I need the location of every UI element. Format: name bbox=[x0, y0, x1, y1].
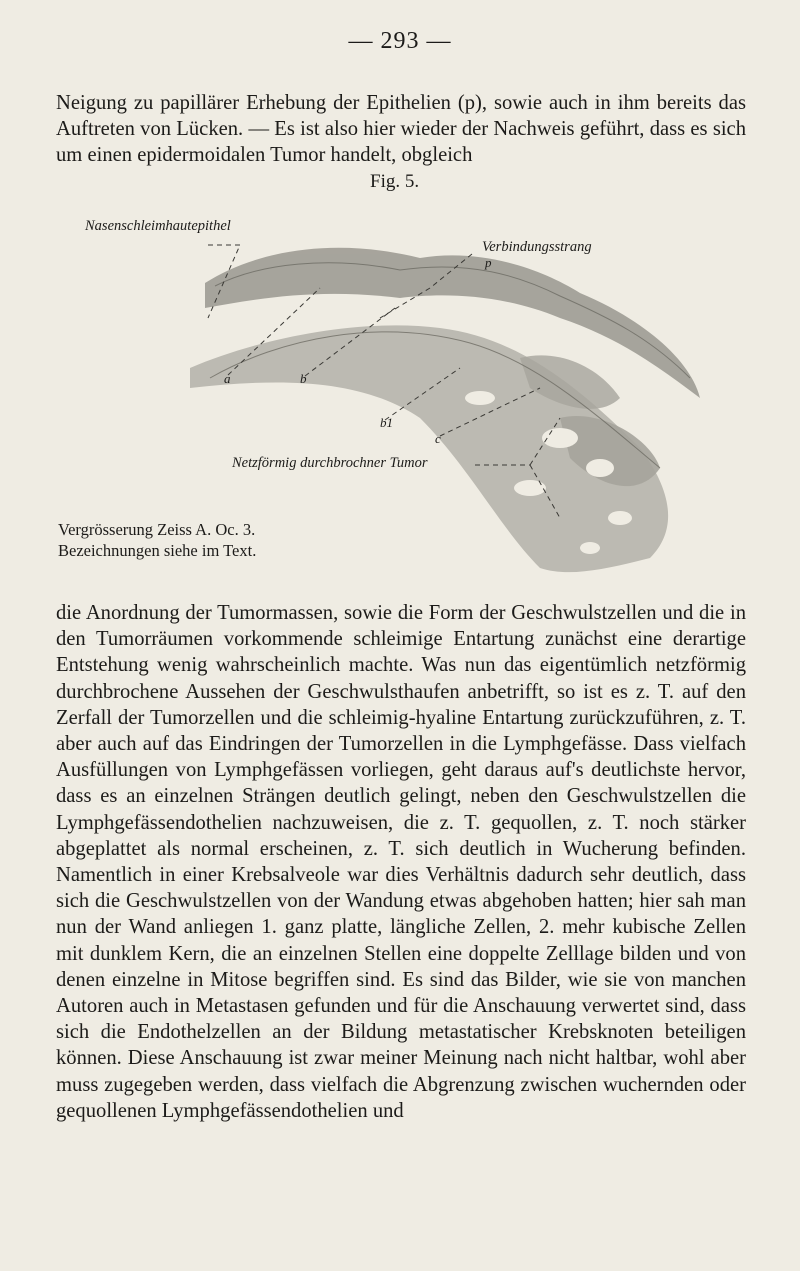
label-p: p bbox=[485, 255, 492, 270]
label-tumor: Netzförmig durchbrochner Tumor bbox=[232, 455, 428, 471]
label-b: b bbox=[300, 371, 307, 386]
magnification-note: Vergrösserung Zeiss A. Oc. 3. bbox=[58, 520, 256, 539]
paragraph-main: die Anordnung der Tumormassen, sowie die Form der Geschwulstzellen und die in den Tumorräumen vorkommende schleimige Entartung zunächst eine derartige Entstehung wenig wahrscheinlich machte. Was nun das eigentümlich netzförmig durchbrochene Aussehen der Geschwulsthaufen anbetrifft, so ist es z. T. auf den Zerfall der Tumorzellen und die schleimig-hyaline Entartung zurückzuführen, z. T. aber auch auf das Eindringen der Tumorzellen in die Lymphgefässe. Dass vielfach Ausfüllungen von Lymphgefässen vorliegen, geht daraus auf's deutlichste hervor, dass es an einzelnen Strängen deutlich gelingt, neben den Geschwulstzellen die Lymphgefässendothelien nachzuweisen, die z. T. gequollen, z. T. noch stärker abgeplattet als normal erscheinen, z. T. sich deutlich in Wucherung befinden. Namentlich in einer Krebsalveole war dies Verhältnis dadurch sehr deutlich, dass sich die Geschwulstzellen von der Wandung etwas abgehoben hatten; hier sah man nun der Wand anliegen 1. ganz platte, längliche Zellen, 2. mehr kubische Zellen mit dunklem Kern, die an einzelnen Stellen eine doppelte Zelllage bilden und von denen einzelne in Mitose begriffen sind. Es sind das Bilder, wie sie von manchen Autoren auch in Metastasen gefunden und für die Anschauung verwertet sind, dass sich die Endothelzellen an der Bildung metastatischer Krebsknoten beteiligen können. Diese Anschauung ist zwar meiner Meinung nach nicht haltbar, wohl aber muss zugegeben werden, dass vielfach die Abgrenzung zwischen wuchernden oder gequollenen Lymphgefässendothelien und bbox=[56, 602, 746, 1122]
label-a: a bbox=[224, 371, 231, 386]
label-nasal-epithelium: Nasenschleimhautepithel bbox=[85, 218, 231, 234]
page-number: — 293 — bbox=[348, 28, 452, 54]
label-connecting-strand: Verbindungsstrang bbox=[482, 239, 592, 255]
legend-note: Bezeichnungen siehe im Text. bbox=[58, 541, 257, 560]
figure-caption: Fig. 5. bbox=[370, 171, 420, 192]
paragraph-top: Neigung zu papillärer Erhebung der Epithelien (p), sowie auch in ihm bereits das Auftreten von Lücken. — Es ist also hier wieder der Nachweis geführt, dass es sich um einen epidermoidalen Tumor handelt, obgleich bbox=[56, 92, 746, 167]
label-c: c bbox=[435, 431, 441, 446]
figure-5 bbox=[0, 168, 800, 588]
label-b1: b1 bbox=[380, 415, 393, 430]
